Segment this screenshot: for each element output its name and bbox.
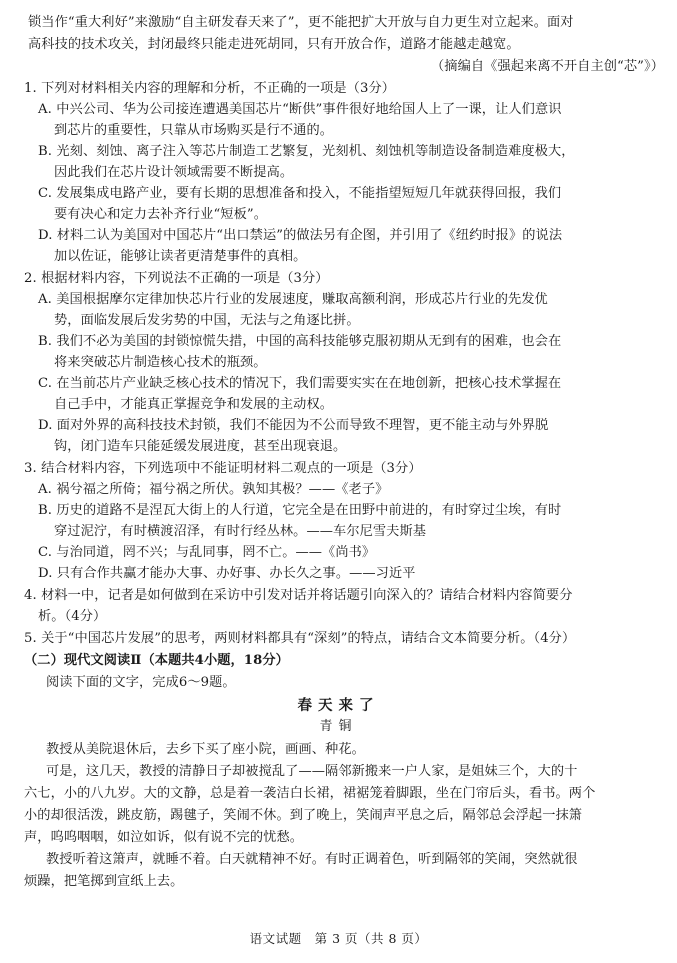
page-footer: 语文试题 第 3 页（共 8 页） [249,931,428,946]
article-author: 青铜 [319,719,358,734]
article-paragraph-line: 小的却很活泼，跳皮筋，踢毽子，笑闹不休。到了晚上，笑闹声平息之后，隔邻总会浮起一抹箫 [24,808,583,823]
section-instruction: 阅读下面的文字，完成6～9题。 [46,675,236,690]
material-source: （摘编自《强起来离不开自主创“芯”》） [431,59,664,74]
material-text-line: 高科技的技术攻关，封闭最终只能走进死胡同，只有开放合作，道路才能越走越宽。 [28,37,520,52]
article-paragraph: 可是，这几天，教授的清静日子却被搅乱了——隔邻新搬来一户人家，是姐妹三个，大的十 [46,764,578,779]
article-paragraph-line: 烦躁，把笔掷到宣纸上去。 [24,874,184,889]
material-text-line: 锁当作“重大利好”来激励“自主研发春天来了”，更不能把扩大开放与自力更生对立起来。面对 [28,15,574,30]
question-1-option-c: C. 发展集成电路产业，要有长期的思想准备和投入，不能指望短短几年就获得回报，我们 [38,186,562,201]
question-1-option-a-cont: 到芯片的重要性，只靠从市场购买是行不通的。 [54,123,334,138]
question-3-option-d: D. 只有合作共赢才能办大事、办好事、办长久之事。——习近平 [38,566,416,581]
question-2-option-b-cont: 将来突破芯片制造核心技术的瓶颈。 [54,355,267,370]
question-2-option-a: A. 美国根据摩尔定律加快芯片行业的发展速度，赚取高额利润，形成芯片行业的先发优 [38,292,548,307]
question-1-option-c-cont: 要有决心和定力去补齐行业“短板”。 [54,207,267,222]
article-paragraph: 教授听着这箫声，就睡不着。白天就精神不好。有时正调着色，听到隔邻的笑闹，突然就很 [46,852,578,867]
question-3-stem: 3. 结合材料内容，下列选项中不能证明材料二观点的一项是（3分） [24,461,422,476]
question-5-stem: 5. 关于“中国芯片发展”的思考，两则材料都具有“深刻”的特点，请结合文本简要分析。（4分） [24,631,576,646]
section-heading: （二）现代文阅读Ⅱ（本题共4小题，18分） [24,653,289,668]
question-1-option-b: B. 光刻、刻蚀、离子注入等芯片制造工艺繁复，光刻机、刻蚀机等制造设备制造难度极大， [38,144,575,159]
question-2-option-c-cont: 自己手中，才能真正掌握竞争和发展的主动权。 [54,397,334,412]
question-2-option-d-cont: 钩，闭门造车只能延缓发展进度，甚至出现衰退。 [54,439,347,454]
question-2-option-a-cont: 势，面临发展后发劣势的中国，无法与之角逐比拼。 [54,313,360,328]
question-2-option-d: D. 面对外界的高科技技术封锁，我们不能因为不公而导致不理智，更不能主动与外界脱 [38,418,549,433]
question-2-stem: 2. 根据材料内容，下列说法不正确的一项是（3分） [24,271,329,286]
question-3-option-c: C. 与治同道，罔不兴；与乱同事，罔不亡。——《尚书》 [38,545,376,560]
article-paragraph: 教授从美院退休后，去乡下买了座小院，画画、种花。 [46,742,365,757]
question-1-option-b-cont: 因此我们在芯片设计领域需要不断提高。 [54,165,294,180]
question-4-stem: 4. 材料一中，记者是如何做到在采访中引发对话并将话题引向深入的？请结合材料内容简要分 [24,588,573,603]
question-3-option-b: B. 历史的道路不是涅瓦大街上的人行道，它完全是在田野中前进的，有时穿过尘埃，有时 [38,503,562,518]
question-1-option-a: A. 中兴公司、华为公司接连遭遇美国芯片“断供”事件很好地给国人上了一课，让人们意识 [38,102,562,117]
article-title: 春天来了 [297,697,380,714]
question-3-option-a: A. 祸兮福之所倚；福兮祸之所伏。孰知其极？——《老子》 [38,482,389,497]
question-2-option-b: B. 我们不必为美国的封锁惊慌失措，中国的高科技能够克服初期从无到有的困难，也会在 [38,334,562,349]
article-paragraph-line: 声，呜呜咽咽，如泣如诉，似有说不完的忧愁。 [24,830,304,845]
question-1-stem: 1. 下列对材料相关内容的理解和分析，不正确的一项是（3分） [24,81,396,96]
article-paragraph-line: 六七，小的八九岁。大的文静，总是着一袭洁白长裙，裙裾笼着脚跟，坐在门帘后头，看书。两个 [24,786,596,801]
question-4-stem-cont: 析。（4分） [38,609,107,624]
question-3-option-b-cont: 穿过泥泞，有时横渡沼泽，有时行经丛林。——车尔尼雪夫斯基 [54,524,427,539]
question-2-option-c: C. 在当前芯片产业缺乏核心技术的情况下，我们需要实实在在地创新，把核心技术掌握在 [38,376,562,391]
question-1-option-d: D. 材料二认为美国对中国芯片“出口禁运”的做法另有企图，并引用了《纽约时报》的说法 [38,228,563,243]
question-1-option-d-cont: 加以佐证，能够让读者更清楚事件的真相。 [54,249,307,264]
